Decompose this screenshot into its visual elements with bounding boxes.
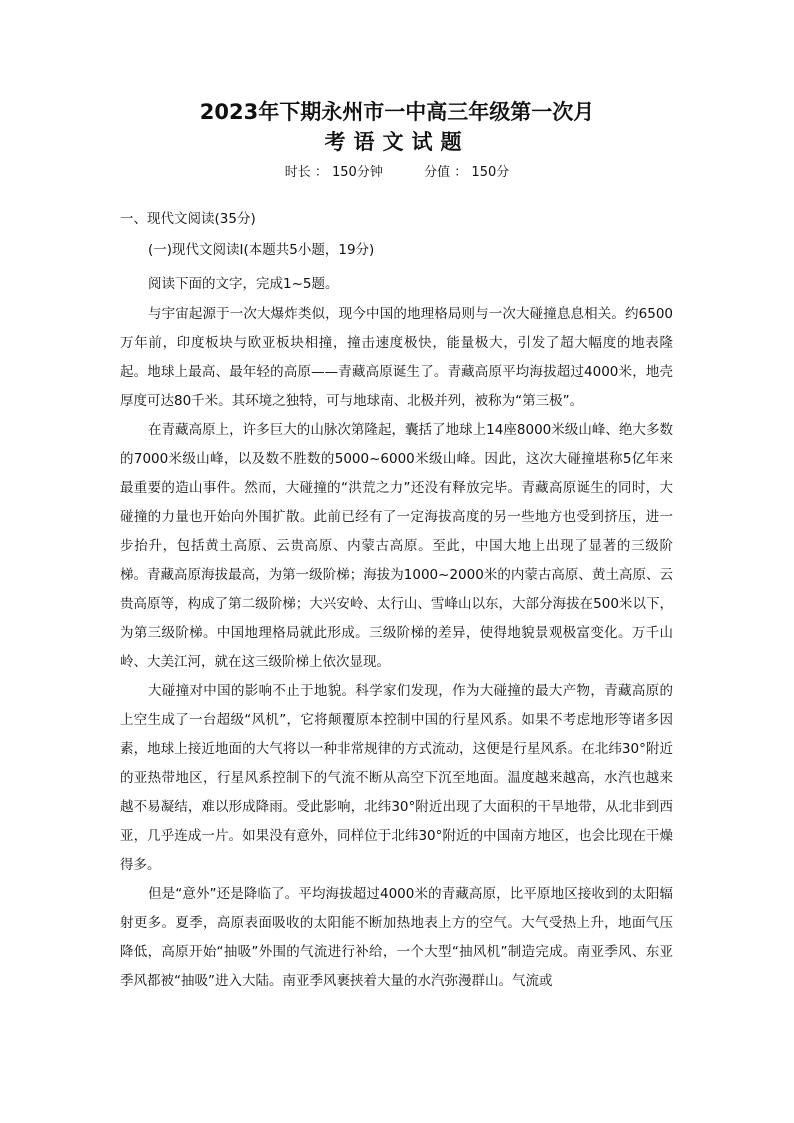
exam-title-line1: 2023年下期永州市一中高三年级第一次月	[199, 100, 595, 124]
passage-paragraph-4: 但是“意外”还是降临了。平均海拔超过4000米的青藏高原，比平原地区接收到的太阳辐射更多。夏季，高原表面吸收的太阳能不断加热地表上方的空气。大气受热上升，地面气压降低，高原开始“抽吸”外围的气流进行补给，一个大型“抽风机”制造完成。南亚季风、东亚季风都被“抽吸”进入大陆。南亚季风裹挟着大量的水汽弥漫群山。气流或	[120, 886, 673, 989]
passage-paragraph-3: 大碰撞对中国的影响不止于地貌。科学家们发现，作为大碰撞的最大产物，青藏高原的上空生成了一台超级“风机”，它将颠覆原本控制中国的行星风系。如果不考虑地形等诸多因素，地球上接近地面的大气将以一种非常规律的方式流动，这便是行星风系。在北纬30°附近的亚热带地区，行星风系控制下的气流不断从高空下沉至地面。温度越来越高，水汽也越来越不易凝结，难以形成降雨。受此影响，北纬30°附近出现了大面积的干旱地带，从北非到西亚，几乎连成一片。如果没有意外，同样位于北纬30°附近的中国南方地区，也会比现在干燥得多。	[120, 683, 673, 873]
section-heading: 一、现代文阅读(35分)	[120, 211, 256, 227]
score-text: 分值 ： 150分	[424, 165, 510, 180]
passage-paragraph-2: 在青藏高原上，许多巨大的山脉次第隆起，囊括了地球上14座8000米级山峰、绝大多数的7000米级山峰，以及数不胜数的5000~6000米级山峰。因此，这次大碰撞堪称5亿年来最重要的造山事件。然而，大碰撞的“洪荒之力”还没有释放完毕。青藏高原诞生的同时，大碰撞的力量也开始向外围扩散。此前已经有了一定海拔高度的另一些地方也受到挤压，进一步抬升，包括黄土高原、云贵高原、内蒙古高原。至此，中国大地上出现了显著的三级阶梯。青藏高原海拔最高，为第一级阶梯；海拔为1000~2000米的内蒙古高原、黄土高原、云贵高原等，构成了第二级阶梯；大兴安岭、太行山、雪峰山以东，大部分海拔在500米以下，为第三级阶梯。中国地理格局就此形成。三级阶梯的差异，使得地貌景观极富变化。万千山岭、大美江河，就在这三级阶梯上依次显现。	[120, 422, 673, 670]
subsection-heading: (一)现代文阅读Ⅰ(本题共5小题，19分)	[148, 242, 375, 258]
exam-meta	[0, 161, 794, 180]
duration-text: 时长 ： 150分钟	[284, 165, 383, 180]
reading-passage	[120, 300, 673, 996]
passage-paragraph-1: 与宇宙起源于一次大爆炸类似，现今中国的地理格局则与一次大碰撞息息相关。约6500万年前，印度板块与欧亚板块相撞，撞击速度极快，能量极大，引发了超大幅度的地表隆起。地球上最高、最年轻的高原——青藏高原诞生了。青藏高原平均海拔超过4000米，地壳厚度可达80千米。其环境之独特，可与地球南、北极并列，被称为“第三极”。	[120, 306, 673, 409]
exam-title-line2: 考语文试题	[324, 130, 470, 154]
reading-instruction: 阅读下面的文字，完成1~5题。	[148, 276, 339, 292]
